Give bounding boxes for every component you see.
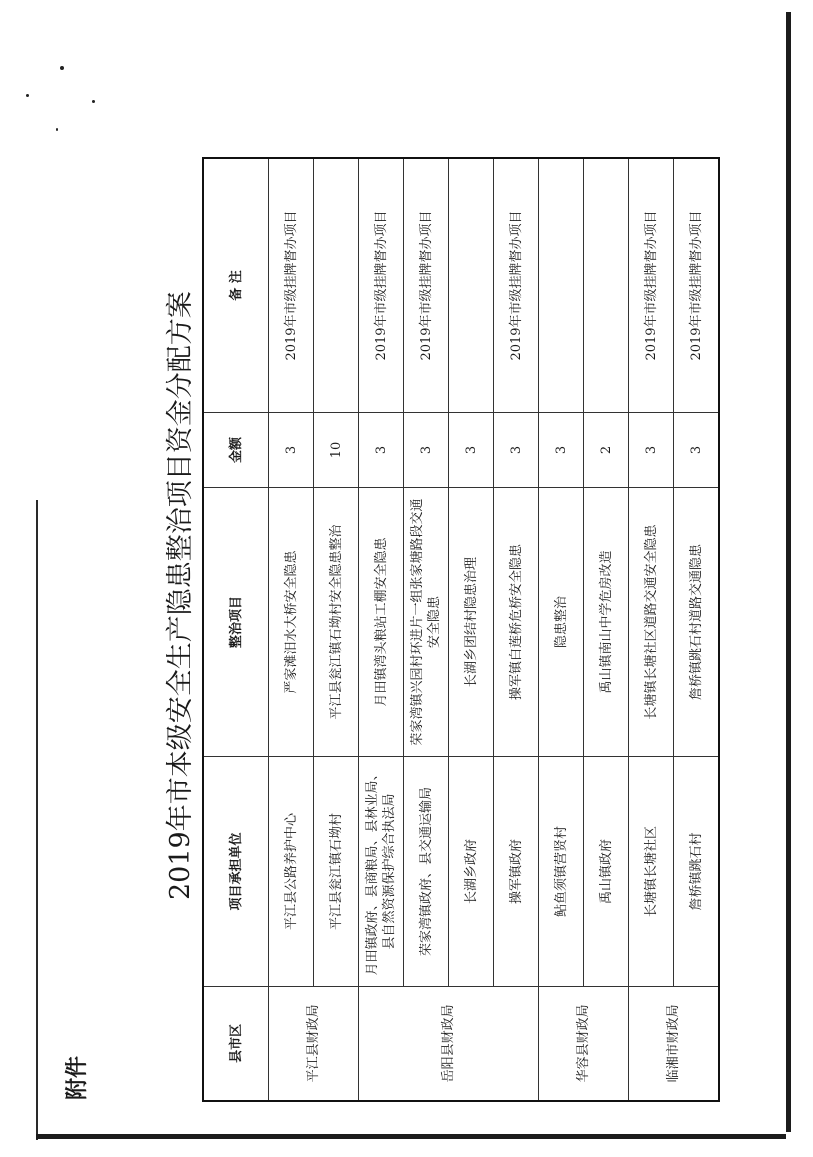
note-cell <box>314 158 359 413</box>
note-cell <box>449 158 494 413</box>
table-row <box>494 158 539 1101</box>
header-county: 县市区 <box>203 986 269 1101</box>
project-cell: 隐患整治 <box>539 487 584 756</box>
table-row <box>314 158 359 1101</box>
county-cell: 临湘市财政局 <box>629 986 720 1101</box>
amount-cell: 3 <box>449 413 494 488</box>
county-cell: 平江县财政局 <box>269 986 359 1101</box>
note-cell <box>584 158 629 413</box>
rotated-page <box>20 60 780 1140</box>
table-row <box>539 158 584 1101</box>
amount-cell: 3 <box>269 413 314 488</box>
unit-cell: 长湖乡政府 <box>449 757 494 987</box>
amount-cell: 3 <box>674 413 720 488</box>
unit-cell: 操军镇政府 <box>494 757 539 987</box>
unit-cell: 鲇鱼须镇营贤村 <box>539 757 584 987</box>
project-cell: 平江县瓮江镇石坳村安全隐患整治 <box>314 487 359 756</box>
table-header-row <box>203 158 269 1101</box>
table-row <box>404 158 449 1101</box>
amount-cell: 3 <box>494 413 539 488</box>
table-row <box>674 158 720 1101</box>
note-cell: 2019年市级挂牌督办项目 <box>674 158 720 413</box>
page-title: 2019年市本级安全生产隐患整治项目资金分配方案 <box>165 291 196 900</box>
project-cell: 严家滩汨水大桥安全隐患 <box>269 487 314 756</box>
project-cell: 荣家湾镇兴园村环进片一组张家塘路段交通安全隐患 <box>404 487 449 756</box>
attachment-label: 附件 <box>65 1055 90 1100</box>
unit-cell: 禹山镇政府 <box>584 757 629 987</box>
project-cell: 詹桥镇跳石村道路交通隐患 <box>674 487 720 756</box>
unit-cell: 荣家湾镇政府、县交通运输局 <box>404 757 449 987</box>
amount-cell: 10 <box>314 413 359 488</box>
project-cell: 月田镇湾头粮站工棚安全隐患 <box>359 487 404 756</box>
unit-cell: 长塘镇长塘社区 <box>629 757 674 987</box>
amount-cell: 3 <box>404 413 449 488</box>
table-row <box>269 158 314 1101</box>
allocation-table <box>202 157 720 1102</box>
amount-cell: 3 <box>359 413 404 488</box>
table-row <box>629 158 674 1101</box>
county-cell: 岳阳县财政局 <box>359 986 539 1101</box>
table-row <box>359 158 404 1101</box>
note-cell: 2019年市级挂牌督办项目 <box>359 158 404 413</box>
note-cell: 2019年市级挂牌督办项目 <box>629 158 674 413</box>
header-unit: 项目承担单位 <box>203 757 269 987</box>
header-project: 整治项目 <box>203 487 269 756</box>
unit-cell: 平江县公路养护中心 <box>269 757 314 987</box>
unit-cell: 詹桥镇跳石村 <box>674 757 720 987</box>
header-amount: 金额 <box>203 413 269 488</box>
unit-cell: 月田镇政府、县商粮局、县林业局、县自然资源保护综合执法局 <box>359 757 404 987</box>
project-cell: 禹山镇南山中学危房改造 <box>584 487 629 756</box>
note-cell: 2019年市级挂牌督办项目 <box>404 158 449 413</box>
project-cell: 长塘镇长塘社区道路交通安全隐患 <box>629 487 674 756</box>
county-cell: 华容县财政局 <box>539 986 629 1101</box>
header-note: 备 注 <box>203 158 269 413</box>
table-row <box>449 158 494 1101</box>
note-cell: 2019年市级挂牌督办项目 <box>494 158 539 413</box>
scan-edge-right <box>786 12 791 1132</box>
project-cell: 操军镇白莲桥危桥安全隐患 <box>494 487 539 756</box>
note-cell: 2019年市级挂牌督办项目 <box>269 158 314 413</box>
amount-cell: 2 <box>584 413 629 488</box>
table-row <box>584 158 629 1101</box>
amount-cell: 3 <box>629 413 674 488</box>
unit-cell: 平江县瓮江镇石坳村 <box>314 757 359 987</box>
amount-cell: 3 <box>539 413 584 488</box>
note-cell <box>539 158 584 413</box>
project-cell: 长湖乡团结村隐患治理 <box>449 487 494 756</box>
